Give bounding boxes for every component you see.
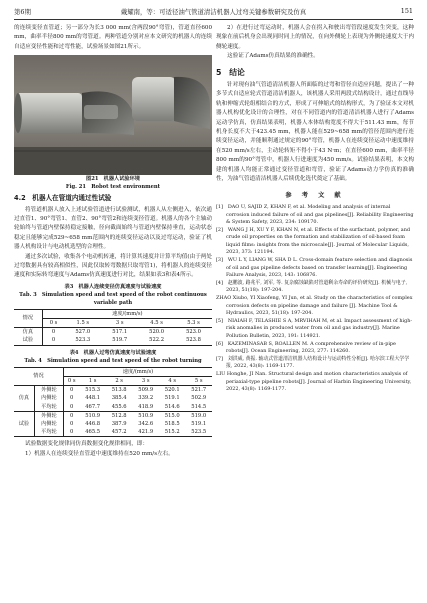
table-row bbox=[14, 411, 212, 420]
table-3-col: 3 s bbox=[115, 320, 124, 327]
table-cell: 520.0 bbox=[149, 329, 165, 336]
table-3-caption-en: Tab. 3 Simulation speed and test speed of the robot continuous variable path bbox=[19, 291, 207, 306]
table-3-col: 5.3 s bbox=[187, 320, 200, 327]
table-4-row-label: 外侧轮 bbox=[34, 386, 63, 395]
table-3-caption-cn: 表3 机器人连续变径仿真速度与试验速度 bbox=[64, 283, 162, 290]
table-3-header-speed: 速度/(mm/s) bbox=[42, 309, 212, 318]
paragraph-trend: 试验数据变化规律同仿真数据变化规律相同，即： bbox=[25, 441, 149, 448]
table-cell: 519.7 bbox=[112, 337, 128, 344]
table-row bbox=[14, 386, 212, 395]
reference-item: [1] DAO U, SAJID Z, KHAN F, et al. Modeling and analysis of internal corrosion induced failure of oil and gas pipelines[J]. Reliability Engineering & System Safety, 2023, 234: 109170. bbox=[216, 203, 414, 226]
header-rule bbox=[14, 19, 413, 20]
left-column bbox=[14, 24, 212, 459]
table-cell: 457.2 bbox=[111, 429, 127, 436]
table-3-col: 4.5 s bbox=[150, 320, 163, 327]
table-cell: 519.0 bbox=[191, 412, 207, 419]
table-4-col: 5 s bbox=[194, 377, 203, 384]
table-3-row-label: 仿真 bbox=[14, 328, 42, 337]
references-list bbox=[216, 204, 414, 394]
table-cell: 523.5 bbox=[191, 429, 207, 436]
table-4-header-speed: 速度/(mm/s) bbox=[63, 367, 212, 376]
table-4-row-label: 平均轮 bbox=[34, 403, 63, 412]
table-cell: 510.9 bbox=[85, 412, 101, 419]
table-row bbox=[14, 403, 212, 412]
reference-item: [3] WU L Y, LIANG W, SHA D L. Cross-domain feature selection and diagnosis of oil and gas pipeline defects based on transfer learning[J]. Engineering Failure Analysis, 2023, 143: 106876. bbox=[216, 257, 413, 279]
table-cell: 523.8 bbox=[186, 337, 201, 344]
paragraph-conclusion: 针对现有油气管道清洁机器人所面临的过弯和管径自适应问题，提出了一种多节式自适应轮式管道清洁机器人，该机器人采用两段式结构设计，通过直线导轨和伸缩式轮组相结合的方式，形成了可伸缩式的结构形式，为了验证本文对机器人机构优化设计的合理性，对在不同管道内的管道清洁机器人进行了Adams运动学仿真，仿真结果表明，机器人本体结构宽度不得大于511.43 mm，每节机身长度不大于423.45 mm，机器人能在529~658 mm的管径范围内进行连续变径运动，并能顺利通过规定的90°弯管，机器人在连续变径运动中速度维持在520 mm/s左右，主动轮转矩不得小于43 N·m；在直径600 mm，曲率半径800 mm的90°弯管中，机器人行进速度为450 mm/s。试验结果表明，本文构建的机器人均能正常通过变径管道和弯管，验证了Adams动力学仿真的准确性，为油气管道清洁机器人后续优化选代奠定了基础。 bbox=[216, 82, 414, 183]
table-cell: 514.6 bbox=[164, 403, 180, 410]
table-cell: 512.8 bbox=[111, 412, 127, 419]
table-4-header-case: 情况 bbox=[14, 367, 63, 385]
table-cell: 521.7 bbox=[191, 387, 207, 394]
table-cell: 510.9 bbox=[138, 412, 154, 419]
issue-label: 第6期 bbox=[14, 8, 31, 16]
reference-item: ZHAO Xiubo, YI Xiaofeng, YI Jun, et al. Study on the characteristics of complex corrosion defects on pipeline damage and failure [J]. Machine Tool & Hydraulics, 2023, 51(18): 197-204. bbox=[216, 295, 413, 317]
table-cell: 517.1 bbox=[112, 329, 128, 336]
reference-item: [7] 刘洪威, 黄振. 轴动式管道清洁机器人结构设计与运动特性分析[J]. 哈尔滨工程大学学报, 2022, 43(8): 1169-1177. bbox=[216, 355, 410, 370]
table-cell: 523.0 bbox=[186, 329, 201, 336]
table-4-row-label: 平均轮 bbox=[34, 428, 63, 437]
table-row bbox=[14, 328, 212, 337]
table-cell: 0 bbox=[70, 429, 74, 436]
table-cell: 515.0 bbox=[164, 412, 180, 419]
table-cell: 448.1 bbox=[85, 395, 101, 402]
table-4-group-label: 仿真 bbox=[14, 386, 34, 412]
robot-test-photo bbox=[14, 55, 212, 175]
table-cell: 518.5 bbox=[164, 420, 180, 427]
paragraph-passability: 将管道机器人放入上述试验管道进行试验测试，机器人从左侧进入，依次通过直管1、90°弯管1、直管2、90°弯管2和连续变径管道。机器人的各个主轴动轮始终与管道内壁保持稳定接触，径向截面始终与管道内壁保持垂直，运动状态稳定且能够完成529~658 mm范围内的连续变径运动以及过弯运动，验证了机器人机构设计与电动机选型的合理性。 bbox=[14, 206, 212, 251]
table-4-col: 0 s bbox=[67, 377, 76, 384]
reference-item: LIU Honghe, JI Nan. Structural design and motion characteristics analysis of periaxial-type pipeline robots[J]. Journal of Harbin Engineering University, 2022, 43(8): 1169-1177. bbox=[216, 370, 412, 393]
table-cell: 502.9 bbox=[191, 395, 207, 402]
table-cell: 515.2 bbox=[164, 429, 180, 436]
reference-item: [5] NIAIAH F, TELASHIE S A, MRVIHAH M, et al. Impact assessment of high-risk anomalies in produced water from oil and gas industry[J]. Marine Pollution Bulletin, 2023, 191: 114921. bbox=[216, 317, 413, 339]
table-cell: 0 bbox=[51, 337, 56, 344]
references-heading: 参 考 文 献 bbox=[285, 191, 345, 199]
table-4-caption-en: Tab. 4 Simulation speed and test speed of the robot turning bbox=[24, 357, 202, 364]
table-cell: 513.8 bbox=[111, 387, 127, 394]
table-4-row-label: 外侧轮 bbox=[34, 411, 63, 420]
table-cell: 519.1 bbox=[191, 420, 207, 427]
table-cell: 0 bbox=[70, 412, 74, 419]
table-3 bbox=[14, 309, 212, 346]
paragraph-validation: 这验证了Adams仿真结果的准确性。 bbox=[227, 53, 319, 60]
table-3-col: 1.5 s bbox=[76, 320, 90, 327]
table-row bbox=[14, 336, 212, 345]
table-cell: 455.6 bbox=[111, 403, 127, 410]
table-cell: 0 bbox=[70, 403, 74, 410]
figure-21-caption-en: Fig. 21 Robot test environment bbox=[65, 184, 161, 191]
table-4-col: 3 s bbox=[141, 377, 150, 384]
reference-item: [6] KAZEMINASAB S, ROALLEN M. A comprehensive review of in-pipe robots[J]. Ocean Engineering, 2023, 277: 114260. bbox=[216, 340, 396, 355]
table-cell: 520.1 bbox=[164, 387, 180, 394]
table-3-header-case: 情况 bbox=[14, 309, 42, 327]
table-cell: 0 bbox=[51, 329, 56, 336]
paragraph-finding-1: 1）机器人在连续变径直管道中速度维持在520 mm/s左右。 bbox=[25, 450, 174, 457]
running-title: 戴耀南，等：可适径油气管道清洁机器人过弯关键参数研究及仿真 bbox=[120, 8, 307, 16]
table-cell: 446.8 bbox=[85, 420, 101, 427]
table-cell: 421.9 bbox=[138, 429, 154, 436]
right-column bbox=[216, 24, 414, 394]
table-4-col: 1 s bbox=[88, 377, 97, 384]
table-cell: 527.0 bbox=[75, 329, 91, 336]
pipe-photo-illustration bbox=[14, 55, 212, 175]
table-cell: 387.9 bbox=[111, 420, 127, 427]
page-number: 151 bbox=[400, 7, 413, 15]
table-cell: 339.2 bbox=[138, 395, 154, 402]
table-cell: 0 bbox=[70, 387, 74, 394]
table-4-row-label: 内侧轮 bbox=[34, 394, 63, 402]
table-cell: 342.6 bbox=[138, 420, 154, 427]
section-4-2-heading: 4.2 机器人在管道内通过性试验 bbox=[14, 194, 112, 203]
table-4-col: 2 s bbox=[115, 377, 123, 384]
table-cell: 509.9 bbox=[138, 387, 154, 394]
reference-item: [4] 赵鹏波, 路兆平, 刘军, 等. 复杂腐蚀缺陷对管道剩余寿命的评价研究[J]. 机械与电子, 2023, 51(18): 197-204. bbox=[216, 279, 408, 294]
table-4-row-label: 内侧轮 bbox=[34, 420, 63, 428]
table-cell: 522.2 bbox=[149, 337, 165, 344]
table-row bbox=[14, 394, 212, 402]
table-cell: 515.3 bbox=[85, 387, 101, 394]
section-5-heading: 5 结论 bbox=[216, 67, 245, 77]
table-row bbox=[14, 420, 212, 428]
table-cell: 465.5 bbox=[85, 429, 101, 436]
table-cell: 519.1 bbox=[164, 395, 180, 402]
table-cell: 467.7 bbox=[85, 403, 101, 410]
table-4-col: 4 s bbox=[168, 377, 177, 384]
table-cell: 523.3 bbox=[75, 337, 91, 344]
table-4 bbox=[14, 367, 212, 438]
running-header bbox=[14, 6, 413, 18]
figure-21-caption-cn: 图21 机器人试验环境 bbox=[86, 176, 140, 183]
reference-item: [2] WANG J H, XU Y F, KHAN N, et al. Effects of the surfactant, polymer, and crude oil properties on the formation and stabilization of oil-based foam liquid films: insights from the microscale[J]. Journal of Molecular Liquids, 2023, 373: 121194. bbox=[216, 226, 410, 256]
table-3-col: 0 s bbox=[49, 320, 58, 327]
paragraph-speed-collection: 通过多次试验，收集各个电动机转速，将计算其速度并计算平均值(由于两处过弯数据具有较高相似性，因此仅取转弯数据只取弯管1)，将机器人的连续变径速度和实际转弯速度与Adams仿真速度进行对比，结果如表3和表4所示。 bbox=[14, 253, 212, 279]
table-cell: 418.9 bbox=[138, 403, 154, 410]
table-cell: 0 bbox=[70, 395, 74, 402]
paragraph-test-setup: 的连续变径直管道；另一部分为长3 000 mm(含两段90°弯管)，管道直径600 mm，曲率半径800 mm的弯管道。两种管道分别对应本文研究的机器人的连续自适应变径性能和过弯性能，试验场景如图21所示。 bbox=[14, 25, 212, 50]
table-4-caption-cn: 表4 机器人过弯仿真速度与试验速度 bbox=[69, 349, 157, 356]
table-3-row-label: 试验 bbox=[14, 336, 42, 345]
table-4-group-label: 试验 bbox=[14, 411, 34, 437]
table-cell: 385.4 bbox=[111, 395, 127, 402]
table-row bbox=[14, 428, 212, 437]
paragraph-finding-2: 2）在进行过弯运动时，机器人会在拐入和驶出弯管段速度发生突变，这种现象在前后机身会出现同时同上的情况，在向外侧轮上表现为外侧轮速度大于内侧轮速度。 bbox=[216, 25, 414, 50]
table-cell: 514.5 bbox=[191, 403, 207, 410]
table-cell: 0 bbox=[70, 420, 74, 427]
